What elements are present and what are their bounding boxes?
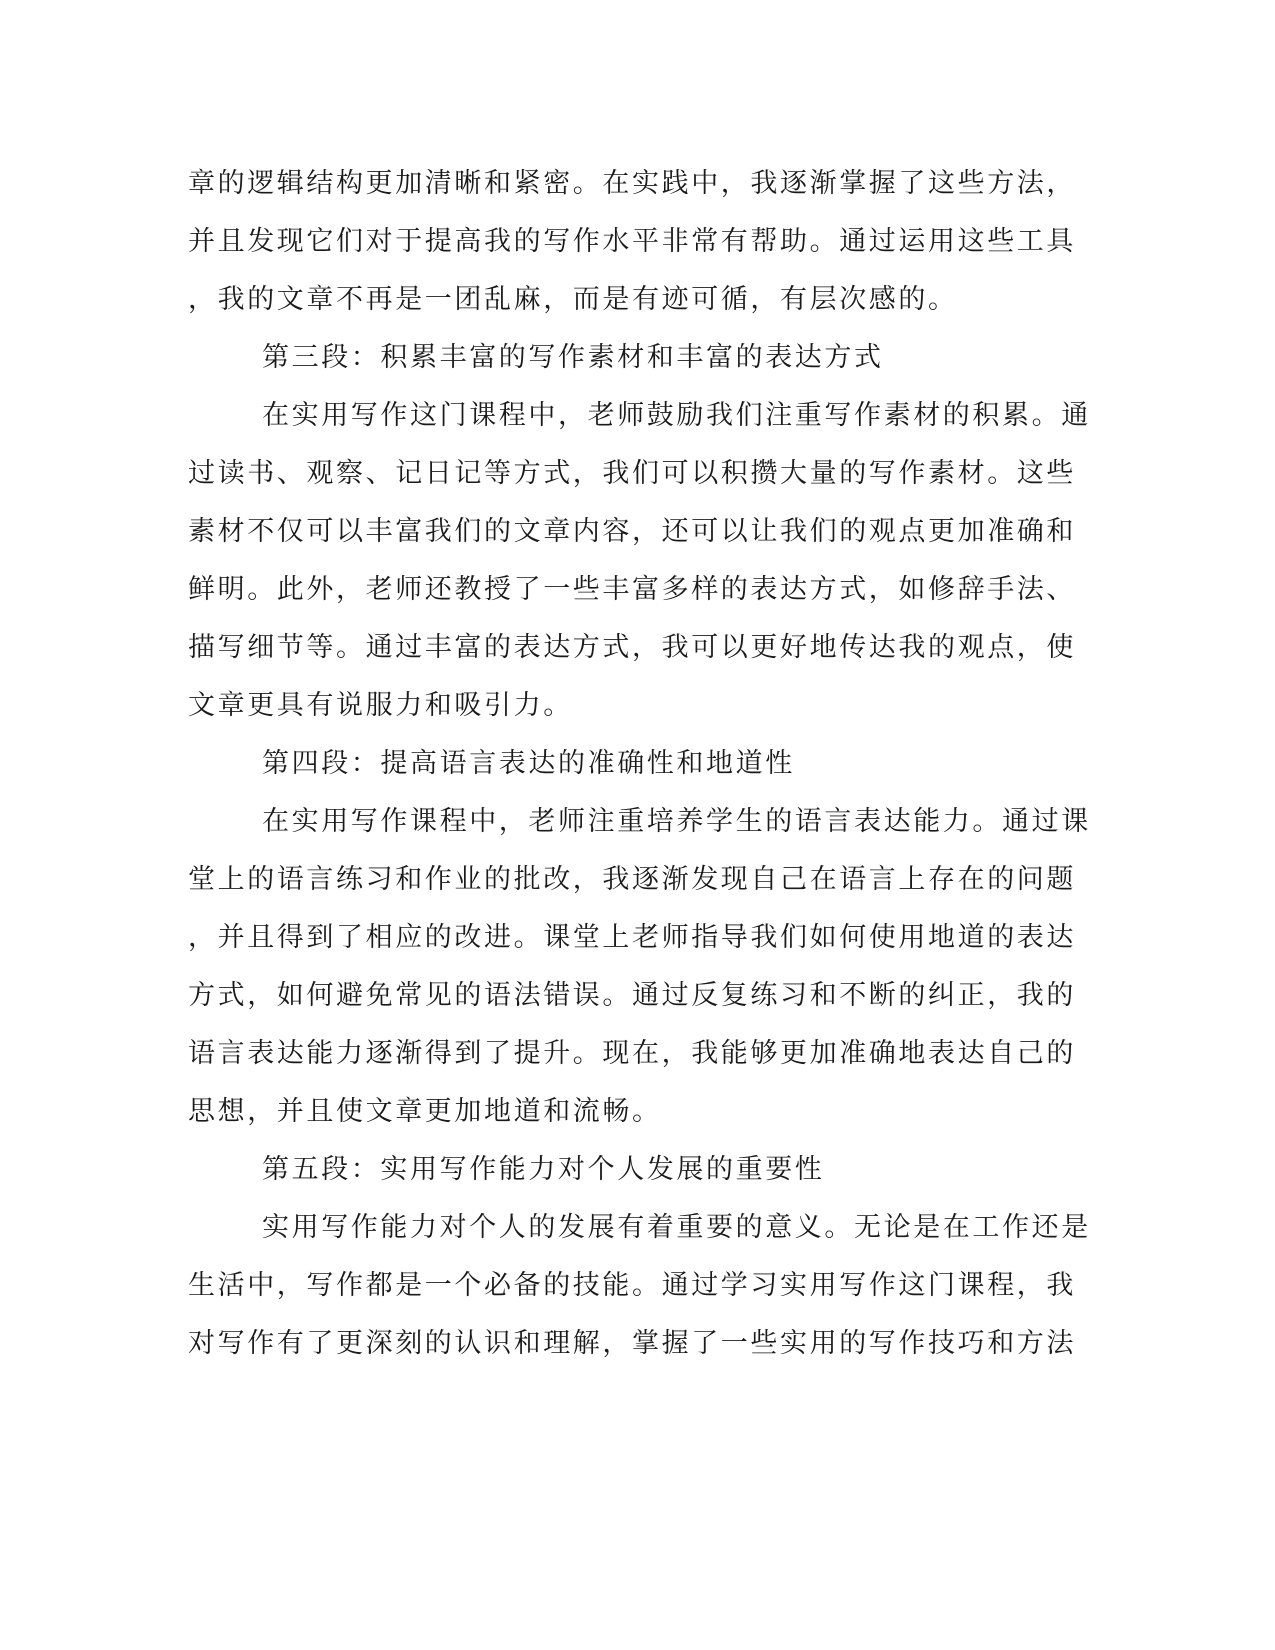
text-line: 在实用写作课程中，老师注重培养学生的语言表达能力。通过课 xyxy=(262,806,1091,837)
text-line: 在实用写作这门课程中，老师鼓励我们注重写作素材的积累。通 xyxy=(262,400,1091,431)
text-line: 堂上的语言练习和作业的批改，我逐渐发现自己在语言上存在的问题 xyxy=(188,864,1076,895)
text-line: 章的逻辑结构更加清晰和紧密。在实践中，我逐渐掌握了这些方法， xyxy=(188,168,1076,199)
text-line: ，我的文章不再是一团乱麻，而是有迹可循，有层次感的。 xyxy=(188,284,958,315)
text-line: 过读书、观察、记日记等方式，我们可以积攒大量的写作素材。这些 xyxy=(188,458,1076,489)
section-heading-4: 第四段：提高语言表达的准确性和地道性 xyxy=(262,748,795,779)
text-line: 对写作有了更深刻的认识和理解，掌握了一些实用的写作技巧和方法 xyxy=(188,1328,1076,1359)
text-line: 生活中，写作都是一个必备的技能。通过学习实用写作这门课程，我 xyxy=(188,1270,1076,1301)
section-heading-3: 第三段：积累丰富的写作素材和丰富的表达方式 xyxy=(262,342,884,373)
text-line: 鲜明。此外，老师还教授了一些丰富多样的表达方式，如修辞手法、 xyxy=(188,574,1076,605)
text-line: 方式，如何避免常见的语法错误。通过反复练习和不断的纠正，我的 xyxy=(188,980,1076,1011)
text-line: 文章更具有说服力和吸引力。 xyxy=(188,690,573,721)
text-line: 描写细节等。通过丰富的表达方式，我可以更好地传达我的观点，使 xyxy=(188,632,1076,663)
text-line: 并且发现它们对于提高我的写作水平非常有帮助。通过运用这些工具 xyxy=(188,226,1076,257)
text-line: 素材不仅可以丰富我们的文章内容，还可以让我们的观点更加准确和 xyxy=(188,516,1076,547)
text-line: 思想，并且使文章更加地道和流畅。 xyxy=(188,1096,662,1127)
text-line: 语言表达能力逐渐得到了提升。现在，我能够更加准确地表达自己的 xyxy=(188,1038,1076,1069)
text-line: 实用写作能力对个人的发展有着重要的意义。无论是在工作还是 xyxy=(262,1212,1091,1243)
text-line: ，并且得到了相应的改进。课堂上老师指导我们如何使用地道的表达 xyxy=(188,922,1076,953)
section-heading-5: 第五段：实用写作能力对个人发展的重要性 xyxy=(262,1154,825,1185)
